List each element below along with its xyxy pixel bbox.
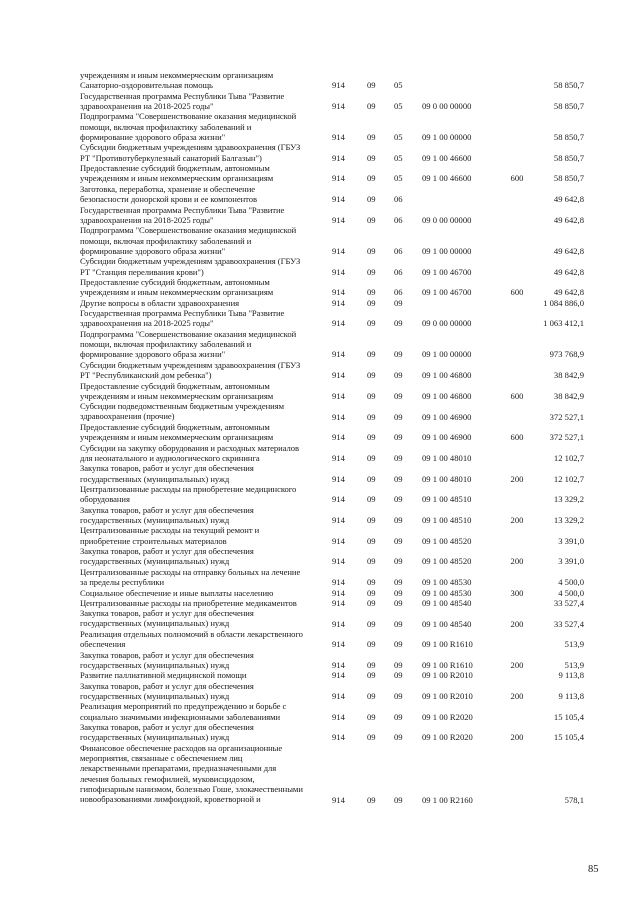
row-ved: 914 xyxy=(332,515,345,526)
row-ved: 914 xyxy=(332,659,345,670)
row-target-article: 09 1 00 48530 xyxy=(422,577,472,588)
row-ved: 914 xyxy=(332,639,345,650)
row-subsection: 09 xyxy=(394,515,403,526)
row-amount: 1 084 886,0 xyxy=(543,297,584,308)
row-target-article: 09 1 00 48510 xyxy=(422,515,472,526)
row-ved: 914 xyxy=(332,370,345,381)
row-ved: 914 xyxy=(332,535,345,546)
row-name: Развитие паллиативной медицинской помощи xyxy=(80,670,247,681)
row-expense-type: 200 xyxy=(510,732,524,743)
row-target-article: 09 1 00 00000 xyxy=(422,132,472,143)
row-amount: 38 842,9 xyxy=(553,370,584,381)
table-row xyxy=(0,308,640,329)
row-name: Подпрограмма "Совершенствование оказания медицинской помощи, включая профилактику заболеваний и формирование здорового образа жизни" xyxy=(80,328,297,360)
row-subsection: 09 xyxy=(394,370,403,381)
row-target-article: 09 0 00 00000 xyxy=(422,318,472,329)
row-name: Подпрограмма "Совершенствование оказания медицинской помощи, включая профилактику заболеваний и формирование здорового образа жизни" xyxy=(80,225,297,256)
row-target-article: 09 1 00 R1610 xyxy=(422,639,473,650)
row-name: Финансовое обеспечение расходов на организационные мероприятия, связанные с обеспечением лиц лекарственными препаратами, предназначенными для лечения больных гемофилией, муковисцидозом, гипофизарным нанизмом, болезнью Гоше, злокачественными новообразованиями лимфоидной, кроветворной и xyxy=(80,742,303,805)
row-target-article: 09 1 00 48510 xyxy=(422,494,472,505)
row-section: 09 xyxy=(367,494,376,505)
row-subsection: 05 xyxy=(394,173,403,184)
row-ved: 914 xyxy=(332,556,345,567)
table-row xyxy=(0,629,640,650)
row-section: 09 xyxy=(367,690,376,701)
row-ved: 914 xyxy=(332,794,345,805)
row-amount: 13 329,2 xyxy=(553,515,584,526)
table-row xyxy=(0,298,640,308)
row-subsection: 09 xyxy=(394,794,403,805)
row-ved: 914 xyxy=(332,318,345,329)
row-name: Заготовка, переработка, хранение и обеспечение безопасности донорской крови и ее компонентов xyxy=(80,183,257,205)
row-subsection: 09 xyxy=(394,587,403,598)
row-target-article: 09 1 00 48540 xyxy=(422,618,472,629)
row-name: Централизованные расходы на отправку больных на лечение за пределы республики xyxy=(80,566,301,588)
row-section: 09 xyxy=(367,287,376,298)
row-name: Субсидии подведомственным бюджетным учреждениям здравоохранения (прочие) xyxy=(80,401,285,422)
row-name: Санаторно-оздоровительная помощь xyxy=(80,80,213,91)
row-target-article: 09 1 00 48530 xyxy=(422,587,472,598)
table-row xyxy=(0,163,640,184)
row-subsection: 09 xyxy=(394,711,403,722)
row-section: 09 xyxy=(367,794,376,805)
row-section: 09 xyxy=(367,194,376,205)
row-target-article: 09 1 00 R2020 xyxy=(422,711,473,722)
table-row xyxy=(0,505,640,526)
row-subsection: 09 xyxy=(394,349,403,360)
table-row xyxy=(0,650,640,671)
row-ved: 914 xyxy=(332,80,345,91)
row-name: Субсидии бюджетным учреждениям здравоохранения (ГБУЗ РТ "Республиканский дом ребенка") xyxy=(80,359,301,381)
row-subsection: 09 xyxy=(394,577,403,588)
row-name: учреждениям и иным некоммерческим организациям xyxy=(80,70,274,80)
row-expense-type: 200 xyxy=(510,659,524,670)
row-name: Подпрограмма "Совершенствование оказания медицинской помощи, включая профилактику заболеваний и формирование здорового образа жизни" xyxy=(80,111,297,142)
row-name: Субсидии бюджетным учреждениям здравоохранения (ГБУЗ РТ "Станция переливания крови") xyxy=(80,256,301,277)
row-ved: 914 xyxy=(332,618,345,629)
row-section: 09 xyxy=(367,266,376,277)
row-subsection: 09 xyxy=(394,556,403,567)
row-ved: 914 xyxy=(332,390,345,401)
row-expense-type: 200 xyxy=(510,515,524,526)
row-subsection: 05 xyxy=(394,152,403,163)
row-section: 09 xyxy=(367,101,376,112)
row-subsection: 09 xyxy=(394,494,403,505)
row-section: 09 xyxy=(367,390,376,401)
table-row xyxy=(0,277,640,298)
table-row xyxy=(0,484,640,505)
table-row xyxy=(0,670,640,680)
row-target-article: 09 1 00 R1610 xyxy=(422,659,473,670)
table-row xyxy=(0,184,640,205)
table-row xyxy=(0,256,640,277)
table-row xyxy=(0,422,640,443)
row-section: 09 xyxy=(367,370,376,381)
row-name: Другие вопросы в области здравоохранения xyxy=(80,297,240,308)
row-section: 09 xyxy=(367,349,376,360)
row-subsection: 05 xyxy=(394,101,403,112)
row-ved: 914 xyxy=(332,297,345,308)
row-ved: 914 xyxy=(332,411,345,422)
table-row xyxy=(0,329,640,360)
row-expense-type: 200 xyxy=(510,556,524,567)
row-subsection: 09 xyxy=(394,535,403,546)
row-name: Государственная программа Республики Тыва "Развитие здравоохранения на 2018-2025 годы" xyxy=(80,90,285,111)
row-ved: 914 xyxy=(332,214,345,225)
row-ved: 914 xyxy=(332,101,345,112)
row-ved: 914 xyxy=(332,597,345,608)
row-name: Закупка товаров, работ и услуг для обеспечения государственных (муниципальных) нужд xyxy=(80,680,254,701)
row-target-article: 09 1 00 48010 xyxy=(422,452,472,463)
row-amount: 33 527,4 xyxy=(553,597,584,608)
row-amount: 58 850,7 xyxy=(553,152,584,163)
row-amount: 15 105,4 xyxy=(553,711,584,722)
row-name: Предоставление субсидий бюджетным, автономным учреждениям и иным некоммерческим организациям xyxy=(80,163,274,184)
row-name: Государственная программа Республики Тыва "Развитие здравоохранения на 2018-2025 годы" xyxy=(80,308,285,329)
row-subsection: 06 xyxy=(394,266,403,277)
row-subsection: 09 xyxy=(394,639,403,650)
row-ved: 914 xyxy=(332,473,345,484)
row-amount: 3 391,0 xyxy=(558,535,584,546)
table-row xyxy=(0,111,640,142)
row-subsection: 09 xyxy=(394,690,403,701)
row-name: Предоставление субсидий бюджетным, автономным учреждениям и иным некоммерческим организациям xyxy=(80,421,274,443)
row-target-article: 09 1 00 48540 xyxy=(422,597,472,608)
row-ved: 914 xyxy=(332,287,345,298)
row-amount: 4 500,0 xyxy=(558,587,584,598)
row-target-article: 09 1 00 46900 xyxy=(422,411,472,422)
row-target-article: 09 1 00 R2160 xyxy=(422,794,473,805)
table-row xyxy=(0,91,640,112)
row-ved: 914 xyxy=(332,577,345,588)
row-ved: 914 xyxy=(332,132,345,143)
row-subsection: 09 xyxy=(394,597,403,608)
row-target-article: 09 1 00 46700 xyxy=(422,287,472,298)
row-target-article: 09 1 00 R2010 xyxy=(422,670,473,681)
row-amount: 9 113,8 xyxy=(558,670,584,681)
table-row xyxy=(0,722,640,743)
table-row xyxy=(0,701,640,722)
row-amount: 973 768,9 xyxy=(549,349,584,360)
row-amount: 372 527,1 xyxy=(549,411,584,422)
table-row xyxy=(0,463,640,484)
row-section: 09 xyxy=(367,711,376,722)
row-amount: 12 102,7 xyxy=(553,473,584,484)
row-ved: 914 xyxy=(332,173,345,184)
table-row xyxy=(0,608,640,629)
table-row xyxy=(0,443,640,464)
row-amount: 38 842,9 xyxy=(553,390,584,401)
table-row xyxy=(0,70,640,80)
row-ved: 914 xyxy=(332,494,345,505)
row-target-article: 09 1 00 00000 xyxy=(422,245,472,256)
row-section: 09 xyxy=(367,556,376,567)
row-section: 09 xyxy=(367,452,376,463)
row-section: 09 xyxy=(367,411,376,422)
row-amount: 3 391,0 xyxy=(558,556,584,567)
row-amount: 49 642,8 xyxy=(553,266,584,277)
table-row xyxy=(0,142,640,163)
table-row xyxy=(0,381,640,402)
row-target-article: 09 1 00 R2020 xyxy=(422,732,473,743)
row-ved: 914 xyxy=(332,587,345,598)
row-amount: 4 500,0 xyxy=(558,577,584,588)
row-target-article: 09 1 00 48010 xyxy=(422,473,472,484)
row-section: 09 xyxy=(367,80,376,91)
row-expense-type: 600 xyxy=(510,173,524,184)
row-section: 09 xyxy=(367,618,376,629)
row-target-article: 09 1 00 48520 xyxy=(422,556,472,567)
row-amount: 58 850,7 xyxy=(553,80,584,91)
row-ved: 914 xyxy=(332,152,345,163)
row-target-article: 09 1 00 46900 xyxy=(422,432,472,443)
table-row xyxy=(0,401,640,422)
row-name: Субсидии на закупку оборудования и расходных материалов для неонатального и аудиологического скрининга xyxy=(80,442,300,463)
row-amount: 15 105,4 xyxy=(553,732,584,743)
row-subsection: 09 xyxy=(394,473,403,484)
row-section: 09 xyxy=(367,132,376,143)
table-row xyxy=(0,80,640,90)
table-row xyxy=(0,598,640,608)
row-name: Централизованные расходы на текущий ремонт и приобретение строительных материалов xyxy=(80,525,260,546)
row-subsection: 06 xyxy=(394,214,403,225)
row-amount: 33 527,4 xyxy=(553,618,584,629)
row-subsection: 05 xyxy=(394,132,403,143)
row-target-article: 09 1 00 R2010 xyxy=(422,690,473,701)
row-subsection: 09 xyxy=(394,659,403,670)
table-row xyxy=(0,743,640,805)
row-amount: 513,9 xyxy=(564,639,584,650)
row-amount: 12 102,7 xyxy=(553,452,584,463)
row-section: 09 xyxy=(367,659,376,670)
row-subsection: 09 xyxy=(394,318,403,329)
row-name: Закупка товаров, работ и услуг для обеспечения государственных (муниципальных) нужд xyxy=(80,504,254,525)
row-expense-type: 600 xyxy=(510,390,524,401)
row-name: Предоставление субсидий бюджетным, автономным учреждениям и иным некоммерческим организациям xyxy=(80,380,274,401)
row-ved: 914 xyxy=(332,349,345,360)
row-subsection: 05 xyxy=(394,80,403,91)
row-subsection: 09 xyxy=(394,297,403,308)
row-ved: 914 xyxy=(332,194,345,205)
row-section: 09 xyxy=(367,670,376,681)
row-section: 09 xyxy=(367,515,376,526)
row-subsection: 09 xyxy=(394,452,403,463)
row-ved: 914 xyxy=(332,432,345,443)
row-expense-type: 200 xyxy=(510,473,524,484)
row-target-article: 09 1 00 46600 xyxy=(422,173,472,184)
row-ved: 914 xyxy=(332,690,345,701)
row-section: 09 xyxy=(367,214,376,225)
row-section: 09 xyxy=(367,732,376,743)
row-name: Предоставление субсидий бюджетным, автономным учреждениям и иным некоммерческим организациям xyxy=(80,277,274,298)
row-section: 09 xyxy=(367,173,376,184)
row-name: Реализация отдельных полномочий в области лекарственного обеспечения xyxy=(80,628,303,650)
row-section: 09 xyxy=(367,245,376,256)
row-target-article: 09 1 00 46800 xyxy=(422,390,472,401)
row-section: 09 xyxy=(367,432,376,443)
row-section: 09 xyxy=(367,577,376,588)
row-section: 09 xyxy=(367,152,376,163)
row-section: 09 xyxy=(367,587,376,598)
row-amount: 513,9 xyxy=(564,659,584,670)
row-subsection: 09 xyxy=(394,670,403,681)
row-target-article: 09 0 00 00000 xyxy=(422,101,472,112)
table-row xyxy=(0,225,640,256)
row-name: Закупка товаров, работ и услуг для обеспечения государственных (муниципальных) нужд xyxy=(80,546,254,567)
row-section: 09 xyxy=(367,639,376,650)
row-ved: 914 xyxy=(332,452,345,463)
row-expense-type: 300 xyxy=(510,587,524,598)
row-name: Субсидии бюджетным учреждениям здравоохранения (ГБУЗ РТ "Противотуберкулезный санаторий Балгазын") xyxy=(80,142,301,163)
row-expense-type: 600 xyxy=(510,287,524,298)
row-section: 09 xyxy=(367,318,376,329)
row-name: Централизованные расходы на приобретение медикаментов xyxy=(80,597,297,608)
row-amount: 1 063 412,1 xyxy=(543,318,584,329)
row-name: Закупка товаров, работ и услуг для обеспечения государственных (муниципальных) нужд xyxy=(80,722,254,743)
row-target-article: 09 1 00 46600 xyxy=(422,152,472,163)
row-name: Закупка товаров, работ и услуг для обеспечения государственных (муниципальных) нужд xyxy=(80,649,254,670)
table-row xyxy=(0,360,640,381)
table-row xyxy=(0,205,640,226)
row-target-article: 09 1 00 46700 xyxy=(422,266,472,277)
row-expense-type: 200 xyxy=(510,690,524,701)
row-name: Централизованные расходы на приобретение медицинского оборудования xyxy=(80,484,297,505)
row-amount: 578,1 xyxy=(564,794,584,805)
row-amount: 49 642,8 xyxy=(553,245,584,256)
row-target-article: 09 1 00 48520 xyxy=(422,535,472,546)
row-ved: 914 xyxy=(332,245,345,256)
row-section: 09 xyxy=(367,297,376,308)
row-name: Закупка товаров, работ и услуг для обеспечения государственных (муниципальных) нужд xyxy=(80,463,254,484)
row-amount: 49 642,8 xyxy=(553,214,584,225)
row-subsection: 06 xyxy=(394,194,403,205)
table-row xyxy=(0,546,640,567)
row-section: 09 xyxy=(367,473,376,484)
row-subsection: 06 xyxy=(394,287,403,298)
row-target-article: 09 1 00 00000 xyxy=(422,349,472,360)
table-row xyxy=(0,588,640,598)
row-subsection: 09 xyxy=(394,432,403,443)
row-name: Государственная программа Республики Тыва "Развитие здравоохранения на 2018-2025 годы" xyxy=(80,204,285,225)
row-subsection: 09 xyxy=(394,732,403,743)
row-amount: 49 642,8 xyxy=(553,194,584,205)
row-section: 09 xyxy=(367,535,376,546)
row-subsection: 09 xyxy=(394,411,403,422)
row-expense-type: 600 xyxy=(510,432,524,443)
row-amount: 13 329,2 xyxy=(553,494,584,505)
row-amount: 49 642,8 xyxy=(553,287,584,298)
row-ved: 914 xyxy=(332,711,345,722)
row-ved: 914 xyxy=(332,266,345,277)
row-subsection: 09 xyxy=(394,618,403,629)
row-name: Социальное обеспечение и иные выплаты населению xyxy=(80,587,274,598)
page-number: 85 xyxy=(588,864,599,875)
row-subsection: 09 xyxy=(394,390,403,401)
row-amount: 58 850,7 xyxy=(553,101,584,112)
row-name: Реализация мероприятий по предупреждению и борьбе с социально значимыми инфекционными заболеваниями xyxy=(80,701,287,722)
row-target-article: 09 1 00 46800 xyxy=(422,370,472,381)
row-ved: 914 xyxy=(332,732,345,743)
table-row xyxy=(0,567,640,588)
row-amount: 58 850,7 xyxy=(553,173,584,184)
row-ved: 914 xyxy=(332,670,345,681)
row-section: 09 xyxy=(367,597,376,608)
row-expense-type: 200 xyxy=(510,618,524,629)
row-subsection: 06 xyxy=(394,245,403,256)
row-amount: 9 113,8 xyxy=(558,690,584,701)
table-row xyxy=(0,525,640,546)
row-target-article: 09 0 00 00000 xyxy=(422,214,472,225)
table-row xyxy=(0,681,640,702)
row-amount: 372 527,1 xyxy=(549,432,584,443)
row-amount: 58 850,7 xyxy=(553,132,584,143)
row-name: Закупка товаров, работ и услуг для обеспечения государственных (муниципальных) нужд xyxy=(80,608,254,629)
